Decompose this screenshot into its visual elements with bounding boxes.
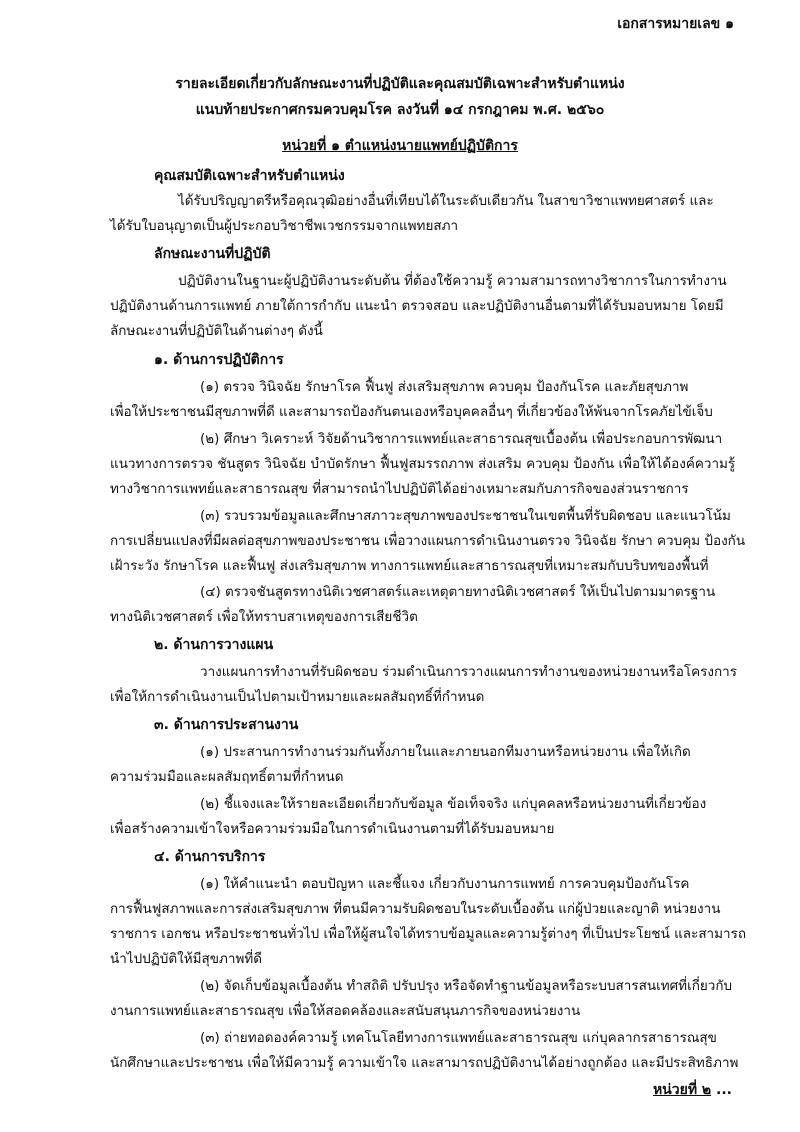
job-nature-heading: ลักษณะงานที่ปฏิบัติ bbox=[154, 246, 271, 262]
section-4-line: นักศึกษาและประชาชน เพื่อให้มีความรู้ ความเข้าใจ และสามารถปฏิบัติงานได้อย่างถูกต้อง และมีประสิทธิภาพ bbox=[110, 1055, 739, 1071]
section-4-line: นำไปปฏิบัติให้มีสุขภาพที่ดี bbox=[110, 951, 263, 967]
section-4-line: (๑) ให้คำแนะนำ ตอบปัญหา และชี้แจง เกี่ยวกับงานการแพทย์ การควบคุมป้องกันโรค bbox=[200, 876, 690, 892]
title-line-2: แนบท้ายประกาศกรมควบคุมโรค ลงวันที่ ๑๔ กรกฎาคม พ.ศ. ๒๕๖๐ bbox=[195, 102, 605, 118]
section-4-line: การฟื้นฟูสภาพและการส่งเสริมสุขภาพ ที่ตนมีความรับผิดชอบในระดับเบื้องต้น แก่ผู้ป่วยและญาติ หน่วยงาน bbox=[110, 901, 721, 917]
section-4-line: งานการแพทย์และสาธารณสุข เพื่อให้สอดคล้องและสนับสนุนภารกิจของหน่วยงาน bbox=[110, 1003, 581, 1019]
section-3-line: (๒) ชี้แจงและให้รายละเอียดเกี่ยวกับข้อมูล ข้อเท็จจริง แก่บุคคลหรือหน่วยงานที่เกี่ยวข้อง bbox=[200, 796, 707, 812]
section-1-line: เฝ้าระวัง รักษาโรค และฟื้นฟู ส่งเสริมสุขภาพ ทางการแพทย์และสาธารณสุขที่เหมาะสมกับบริบทของพื้นที่ bbox=[110, 558, 709, 574]
section-1-line: (๔) ตรวจชันสูตรทางนิติเวชศาสตร์และเหตุตายทางนิติเวชศาสตร์ ให้เป็นไปตามมาตรฐาน bbox=[200, 584, 716, 600]
qualification-line: ได้รับปริญญาตรีหรือคุณวุฒิอย่างอื่นที่เทียบได้ในระดับเดียวกัน ในสาขาวิชาแพทยศาสตร์ และ bbox=[178, 193, 714, 209]
section-1-line: ทางวิชาการแพทย์และสาธารณสุข ที่สามารถนำไปปฏิบัติได้อย่างเหมาะสมกับภารกิจของส่วนราชการ bbox=[110, 481, 689, 497]
section-2-line: วางแผนการทำงานที่รับผิดชอบ ร่วมดำเนินการวางแผนการทำงานของหน่วยงานหรือโครงการ bbox=[200, 664, 737, 680]
section-4-line: (๓) ถ่ายทอดองค์ความรู้ เทคโนโลยีทางการแพทย์และสาธารณสุข แก่บุคลากรสาธารณสุข bbox=[200, 1030, 717, 1046]
section-1-line: เพื่อให้ประชาชนมีสุขภาพที่ดี และสามารถป้องกันตนเองหรือบุคคลอื่นๆ ที่เกี่ยวข้องให้พ้นจากโรคภัยไข้เจ็บ bbox=[110, 404, 713, 420]
section-4-line: ราชการ เอกชน หรือประชาชนทั่วไป เพื่อให้ผู้สนใจได้ทราบข้อมูลและความรู้ต่างๆ ที่เป็นประโยชน์ และสามารถ bbox=[110, 926, 747, 942]
section-3-line: (๑) ประสานการทำงานร่วมกันทั้งภายในและภายนอกทีมงานหรือหน่วยงาน เพื่อให้เกิด bbox=[200, 744, 691, 760]
section-3-line: ความร่วมมือและผลสัมฤทธิ์ตามที่กำหนด bbox=[110, 769, 344, 785]
qualification-line: ได้รับใบอนุญาตเป็นผู้ประกอบวิชาชีพเวชกรรมจากแพทยสภา bbox=[110, 218, 459, 234]
section-1-line: ทางนิติเวชศาสตร์ เพื่อให้ทราบสาเหตุของการเสียชีวิต bbox=[110, 609, 418, 625]
section-2-line: เพื่อให้การดำเนินงานเป็นไปตามเป้าหมายและผลสัมฤทธิ์ที่กำหนด bbox=[110, 689, 485, 705]
section-3-line: เพื่อสร้างความเข้าใจหรือความร่วมมือในการดำเนินงานตามที่ได้รับมอบหมาย bbox=[110, 821, 555, 837]
title-line-1: รายละเอียดเกี่ยวกับลักษณะงานที่ปฏิบัติและคุณสมบัติเฉพาะสำหรับตำแหน่ง bbox=[175, 76, 625, 92]
section-4-line: (๒) จัดเก็บข้อมูลเบื้องต้น ทำสถิติ ปรับปรุง หรือจัดทำฐานข้อมูลหรือระบบสารสนเทศที่เกี่ยวกับ bbox=[200, 978, 733, 994]
job-nature-line: ปฏิบัติงานในฐานะผู้ปฏิบัติงานระดับต้น ที่ต้องใช้ความรู้ ความสามารถทางวิชาการในการทำงาน bbox=[178, 273, 727, 289]
section-3-heading: ๓. ด้านการประสานงาน bbox=[154, 717, 299, 733]
section-1-line: แนวทางการตรวจ ชันสูตร วินิจฉัย บำบัดรักษา ฟื้นฟูสมรรถภาพ ส่งเสริม ควบคุม ป้องกัน เพื่อให้ได้องค์ความรู้ bbox=[110, 456, 736, 472]
job-nature-line: ลักษณะงานที่ปฏิบัติในด้านต่างๆ ดังนี้ bbox=[110, 323, 323, 339]
next-page-marker bbox=[653, 1080, 732, 1100]
unit-title: หน่วยที่ ๑ ตำแหน่งนายแพทย์ปฏิบัติการ bbox=[282, 138, 518, 154]
section-1-line: การเปลี่ยนแปลงที่มีผลต่อสุขภาพของประชาชน เพื่อวางแผนการดำเนินงานตรวจ วินิจฉัย รักษา ควบคุม ป้องกัน bbox=[110, 533, 746, 549]
next-unit-label: หน่วยที่ ๒ bbox=[652, 1082, 712, 1098]
section-1-line: (๑) ตรวจ วินิจฉัย รักษาโรค ฟื้นฟู ส่งเสริมสุขภาพ ควบคุม ป้องกันโรค และภัยสุขภาพ bbox=[200, 379, 689, 395]
qualification-heading: คุณสมบัติเฉพาะสำหรับตำแหน่ง bbox=[154, 168, 345, 184]
section-1-line: (๓) รวบรวมข้อมูลและศึกษาสภาวะสุขภาพของประชาชนในเขตพื้นที่รับผิดชอบ และแนวโน้ม bbox=[200, 508, 731, 524]
section-1-heading: ๑. ด้านการปฏิบัติการ bbox=[154, 352, 284, 368]
section-4-heading: ๔. ด้านการบริการ bbox=[154, 849, 266, 865]
section-1-line: (๒) ศึกษา วิเคราะห์ วิจัยด้านวิชาการแพทย์และสาธารณสุขเบื้องต้น เพื่อประกอบการพัฒนา bbox=[200, 431, 723, 447]
section-2-heading: ๒. ด้านการวางแผน bbox=[154, 637, 274, 653]
job-nature-line: ปฏิบัติงานด้านการแพทย์ ภายใต้การกำกับ แนะนำ ตรวจสอบ และปฏิบัติงานอื่นตามที่ได้รับมอบหมาย โดยมี bbox=[110, 298, 724, 314]
next-unit-ellipsis: ... bbox=[716, 1082, 732, 1098]
document-number: เอกสารหมายเลข ๑ bbox=[617, 16, 734, 32]
